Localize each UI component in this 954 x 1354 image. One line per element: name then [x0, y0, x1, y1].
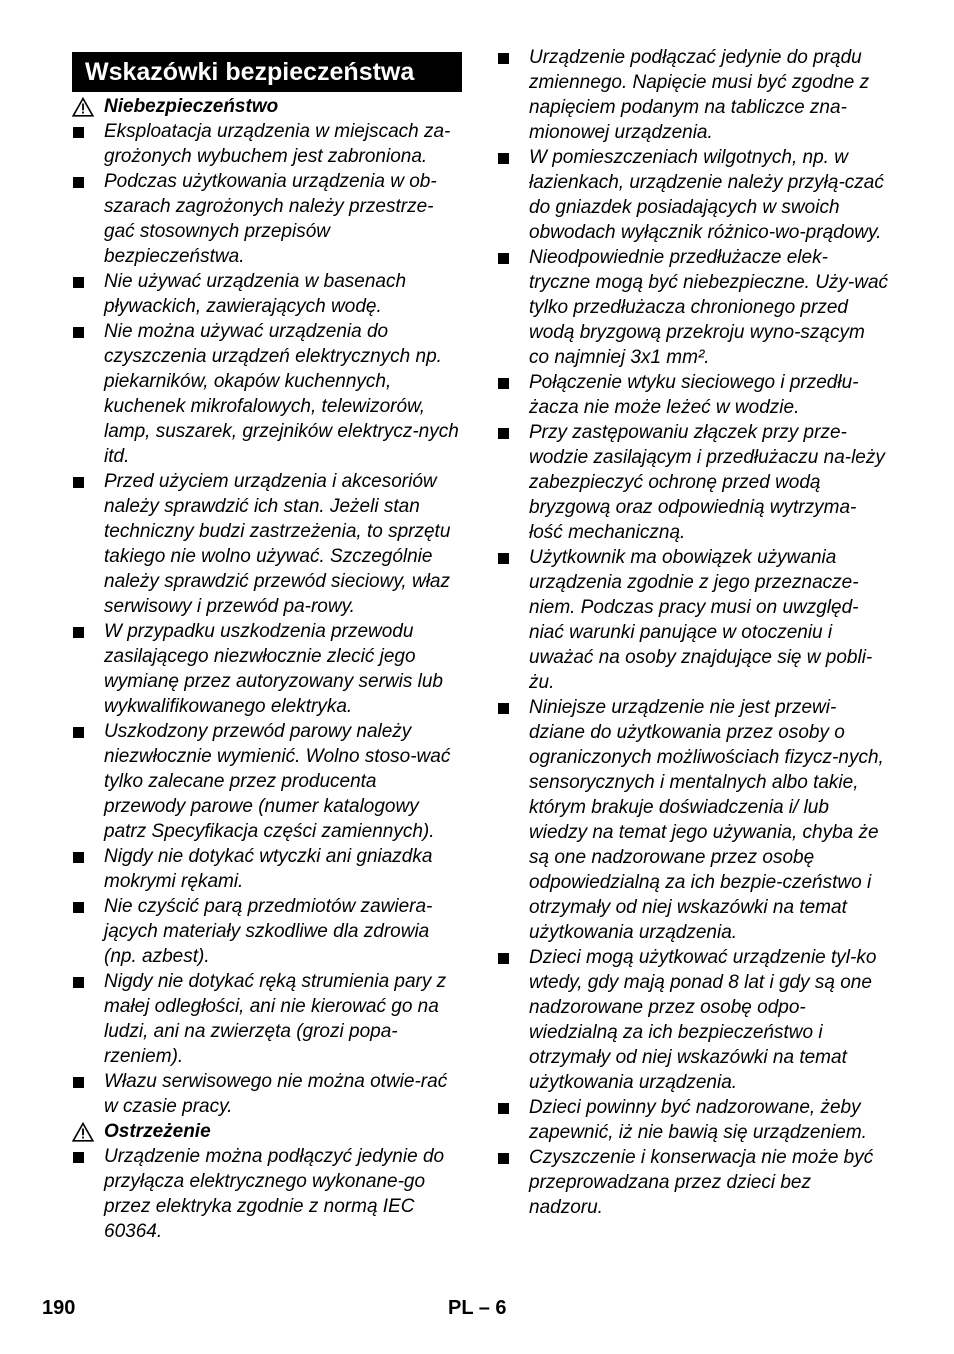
- list-item: [72, 894, 462, 969]
- square-bullet-icon: [73, 1152, 84, 1163]
- square-bullet-icon: [498, 703, 509, 714]
- list-item-text: Nie używać urządzenia w basenach pływackich, zawierających wodę.: [104, 271, 407, 317]
- square-bullet-icon: [73, 977, 84, 988]
- square-bullet-icon: [498, 1103, 509, 1114]
- list-item: [497, 420, 889, 545]
- list-item: [72, 1144, 462, 1244]
- warning-heading-label: Ostrzeżenie: [104, 1121, 211, 1142]
- list-item-text: Dzieci powinny być nadzorowane, żeby zapewnić, iż nie bawią się urządzeniem.: [529, 1097, 867, 1143]
- list-item-text: W przypadku uszkodzenia przewodu zasilającego niezwłocznie zlecić jego wymianę przez autoryzowany serwis lub wykwalifikowanego elektryka.: [104, 621, 443, 717]
- square-bullet-icon: [73, 477, 84, 488]
- square-bullet-icon: [498, 153, 509, 164]
- warning-triangle-icon: [72, 97, 94, 117]
- square-bullet-icon: [498, 53, 509, 64]
- list-item: [497, 945, 889, 1095]
- list-item-text: Nigdy nie dotykać wtyczki ani gniazdka mokrymi rękami.: [104, 846, 433, 892]
- list-item: [497, 695, 889, 945]
- list-item-text: Przed użyciem urządzenia i akcesoriów należy sprawdzić ich stan. Jeżeli stan techniczny budzi zastrzeżenia, to sprzętu takiego nie wolno używać. Szczególnie należy sprawdzić przewód sieciowy, właz serwisowy i przewód pa-rowy.: [104, 471, 451, 617]
- list-item: [497, 245, 889, 370]
- list-item-text: Podczas użytkowania urządzenia w ob-szarach zagrożonych należy przestrze-gać stosownych przepisów bezpieczeństwa.: [104, 171, 437, 267]
- danger-heading: [72, 94, 462, 119]
- list-item: [497, 1145, 889, 1220]
- list-item: [497, 370, 889, 420]
- left-column: [72, 45, 462, 1244]
- page-number: 190: [42, 1297, 76, 1319]
- list-item: [72, 269, 462, 319]
- list-item-text: Użytkownik ma obowiązek używania urządzenia zgodnie z jego przeznacze-niem. Podczas pracy musi on uwzględ-niać warunki panujące w otoczeniu i uważać na osoby znajdujące się w pobli-żu.: [529, 547, 873, 693]
- warning-list: [72, 1144, 462, 1244]
- list-item: [72, 169, 462, 269]
- list-item-text: Nieodpowiednie przedłużacze elek-tryczne mogą być niebezpieczne. Uży-wać tylko przedłużacza chronionego przed wodą bryzgową przekroju wyno-szącym co najmniej 3x1 mm².: [529, 247, 889, 368]
- list-item: [72, 1069, 462, 1119]
- square-bullet-icon: [73, 1077, 84, 1088]
- list-item: [72, 719, 462, 844]
- list-item-text: Urządzenie można podłączyć jedynie do przyłącza elektrycznego wykonane-go przez elektryka zgodnie z normą IEC 60364.: [104, 1146, 445, 1242]
- list-item-text: Połączenie wtyku sieciowego i przedłu-żacza nie może leżeć w wodzie.: [529, 372, 859, 418]
- list-item-text: Niniejsze urządzenie nie jest przewi-dziane do użytkowania przez osoby o ograniczonych możliwościach fizycz-nych, sensorycznych i mentalnych albo takie, którym brakuje doświadczenia i/ lub wiedzy na temat jego używania, chyba że są one nadzorowane przez osobę odpowiedzialną za ich bezpie-czeństwo i otrzymały od niej wskazówki na temat użytkowania urządzenia.: [529, 697, 884, 943]
- list-item-text: Eksploatacja urządzenia w miejscach za-grożonych wybuchem jest zabroniona.: [104, 121, 451, 167]
- section-title: Wskazówki bezpieczeństwa: [72, 52, 462, 92]
- list-item-text: Nigdy nie dotykać ręką strumienia pary z małej odległości, ani nie kierować go na ludzi, ani na zwierzęta (grozi popa-rzeniem).: [104, 971, 447, 1067]
- list-item: [72, 119, 462, 169]
- square-bullet-icon: [73, 127, 84, 138]
- list-item: [72, 319, 462, 469]
- list-item-text: Włazu serwisowego nie można otwie-rać w czasie pracy.: [104, 1071, 448, 1117]
- list-item: [497, 45, 889, 145]
- square-bullet-icon: [73, 902, 84, 913]
- danger-list: [72, 119, 462, 1119]
- list-item: [497, 545, 889, 695]
- square-bullet-icon: [498, 253, 509, 264]
- square-bullet-icon: [73, 852, 84, 863]
- list-item-text: Urządzenie podłączać jedynie do prądu zmiennego. Napięcie musi być zgodne z napięciem podanym na tabliczce zna-mionowej urządzenia.: [529, 47, 870, 143]
- warning-heading: [72, 1119, 462, 1144]
- list-item-text: Czyszczenie i konserwacja nie może być przeprowadzana przez dzieci bez nadzoru.: [529, 1147, 874, 1218]
- square-bullet-icon: [73, 327, 84, 338]
- list-item: [72, 969, 462, 1069]
- list-item: [72, 469, 462, 619]
- square-bullet-icon: [498, 378, 509, 389]
- list-item-text: Uszkodzony przewód parowy należy niezwłocznie wymienić. Wolno stoso-wać tylko zalecane przez producenta przewody parowe (numer katalogowy patrz Specyfikacja części zamiennych).: [104, 721, 451, 842]
- square-bullet-icon: [498, 553, 509, 564]
- square-bullet-icon: [73, 177, 84, 188]
- list-item-text: Nie można używać urządzenia do czyszczenia urządzeń elektrycznych np. piekarników, okapów kuchennych, kuchenek mikrofalowych, telewizorów, lamp, suszarek, grzejników elektrycz-nych itd.: [104, 321, 459, 467]
- list-item-text: Nie czyścić parą przedmiotów zawiera-jących materiały szkodliwe dla zdrowia (np. azbest).: [104, 896, 433, 967]
- list-item: [497, 1095, 889, 1145]
- list-item: [72, 844, 462, 894]
- square-bullet-icon: [73, 727, 84, 738]
- square-bullet-icon: [498, 1153, 509, 1164]
- list-item: [497, 145, 889, 245]
- warning-triangle-icon: [72, 1122, 94, 1142]
- right-column: [497, 45, 889, 1220]
- square-bullet-icon: [498, 428, 509, 439]
- square-bullet-icon: [73, 627, 84, 638]
- danger-heading-label: Niebezpieczeństwo: [104, 96, 279, 117]
- list-item: [72, 619, 462, 719]
- list-item-text: Przy zastępowaniu złączek przy prze-wodzie zasilającym i przedłużaczu na-leży zabezpieczyć ochronę przed wodą bryzgową oraz odpowiednią wytrzyma-łość mechaniczną.: [529, 422, 885, 543]
- right-list: [497, 45, 889, 1220]
- language-page-label: PL – 6: [448, 1297, 507, 1319]
- square-bullet-icon: [498, 953, 509, 964]
- list-item-text: W pomieszczeniach wilgotnych, np. w łazienkach, urządzenie należy przyłą-czać do gniazdek posiadających w swoich obwodach wyłącznik różnico-wo-prądowy.: [529, 147, 884, 243]
- square-bullet-icon: [73, 277, 84, 288]
- list-item-text: Dzieci mogą użytkować urządzenie tyl-ko wtedy, gdy mają ponad 8 lat i gdy są one nadzorowane przez osobę odpo-wiedzialną za ich bezpieczeństwo i otrzymały od niej wskazówki na temat użytkowania urządzenia.: [529, 947, 877, 1093]
